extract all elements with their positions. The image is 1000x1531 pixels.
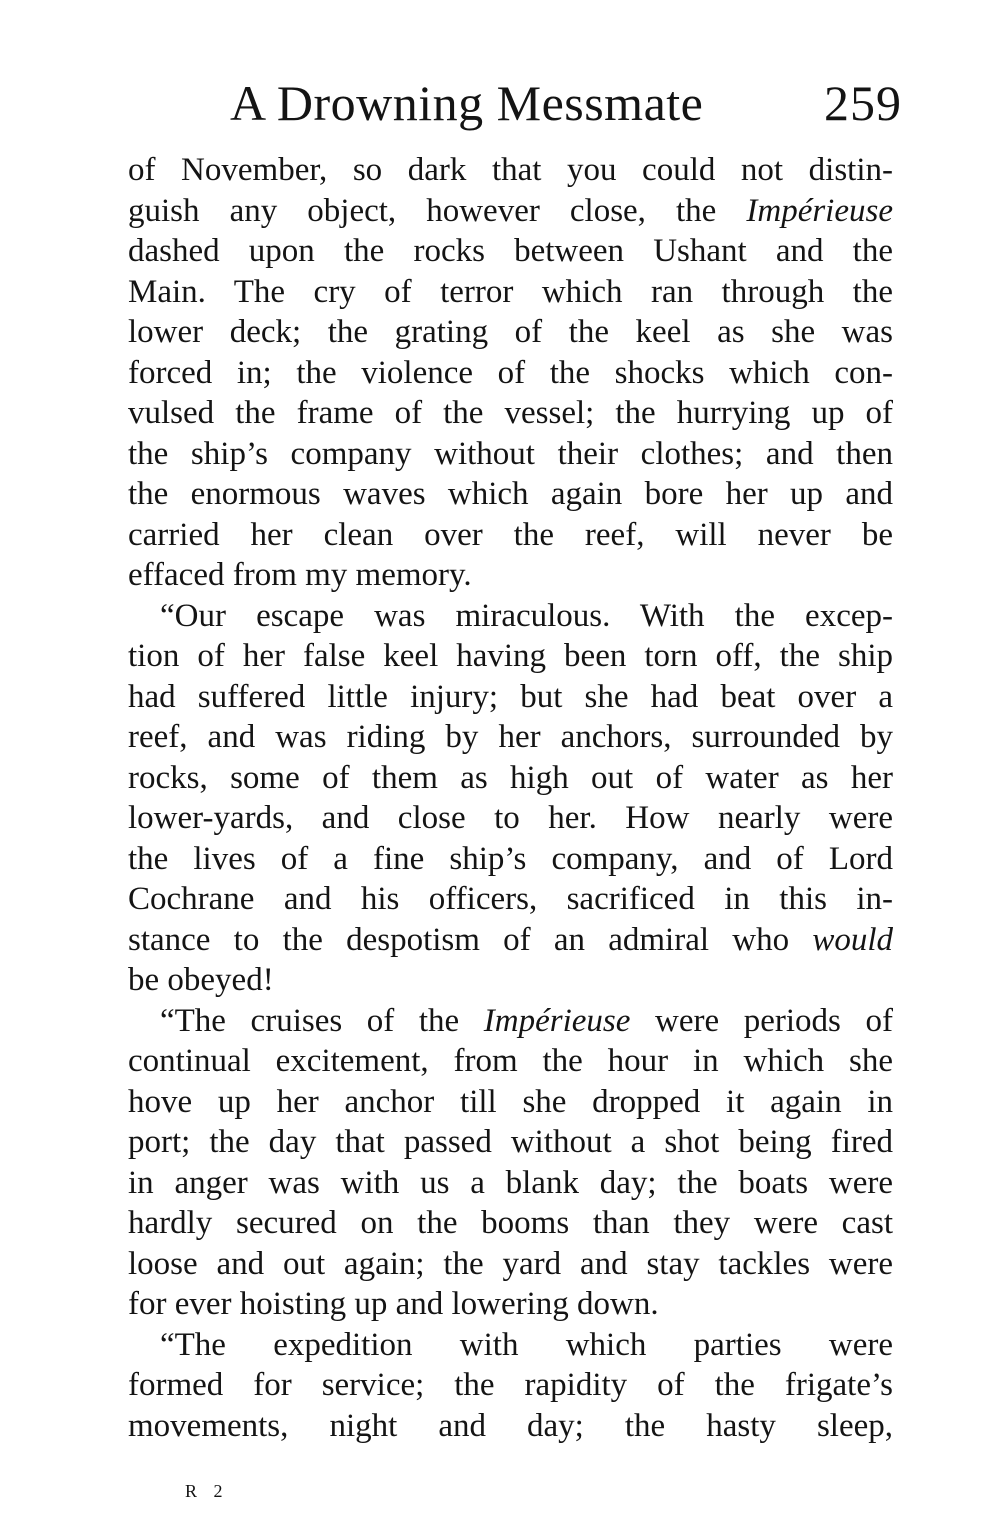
text-line: Main. The cry of terror which ran through the — [128, 273, 893, 310]
text-line: forced in; the violence of the shocks which con- — [128, 354, 893, 391]
text-line: lower deck; the grating of the keel as she was — [128, 314, 893, 350]
text-line: formed for service; the rapidity of the frigate’s — [128, 1367, 893, 1403]
text-line: effaced from my memory. — [128, 557, 472, 593]
paragraph-first-line: “The expedition with which parties were — [160, 1326, 893, 1363]
text-line: be obeyed! — [128, 962, 274, 998]
text-line: reef, and was riding by her anchors, surrounded by — [128, 719, 893, 755]
body-text — [128, 150, 893, 1446]
text-line: carried her clean over the reef, will never be — [128, 516, 893, 553]
paragraph-first-line: “Our escape was miraculous. With the excep- — [160, 597, 893, 634]
signature-mark: R 2 — [185, 1481, 229, 1501]
text-line: hove up her anchor till she dropped it again in — [128, 1083, 893, 1120]
text-line: lower-yards, and close to her. How nearly were — [128, 800, 893, 836]
text-line: loose and out again; the yard and stay tackles were — [128, 1245, 893, 1282]
text-line: guish any object, however close, the Impérieuse — [128, 192, 893, 229]
text-line: Cochrane and his officers, sacrificed in this in- — [128, 881, 893, 917]
text-line: movements, night and day; the hasty sleep, — [128, 1407, 893, 1444]
text-line: dashed upon the rocks between Ushant and the — [128, 233, 893, 269]
text-line: of November, so dark that you could not distin- — [128, 152, 893, 188]
text-line: hardly secured on the booms than they were cast — [128, 1205, 893, 1241]
text-line: the lives of a fine ship’s company, and of Lord — [128, 840, 893, 877]
text-line: the ship’s company without their clothes; and then — [128, 435, 893, 472]
text-line: stance to the despotism of an admiral who would — [128, 921, 893, 958]
text-line: the enormous waves which again bore her up and — [128, 476, 893, 512]
text-line: port; the day that passed without a shot being fired — [128, 1124, 893, 1160]
text-line: rocks, some of them as high out of water as her — [128, 759, 893, 796]
text-line: tion of her false keel having been torn off, the ship — [128, 638, 893, 674]
chapter-title: A Drowning Messmate — [230, 75, 704, 131]
text-line: in anger was with us a blank day; the boats were — [128, 1164, 893, 1201]
paragraph-first-line: “The cruises of the Impérieuse were periods of — [160, 1002, 893, 1039]
text-line: continual excitement, from the hour in which she — [128, 1043, 893, 1079]
page-number: 259 — [824, 75, 902, 131]
text-line: vulsed the frame of the vessel; the hurrying up of — [128, 395, 893, 431]
running-head — [130, 72, 902, 142]
text-line: for ever hoisting up and lowering down. — [128, 1286, 659, 1322]
text-line: had suffered little injury; but she had beat over a — [128, 678, 893, 715]
